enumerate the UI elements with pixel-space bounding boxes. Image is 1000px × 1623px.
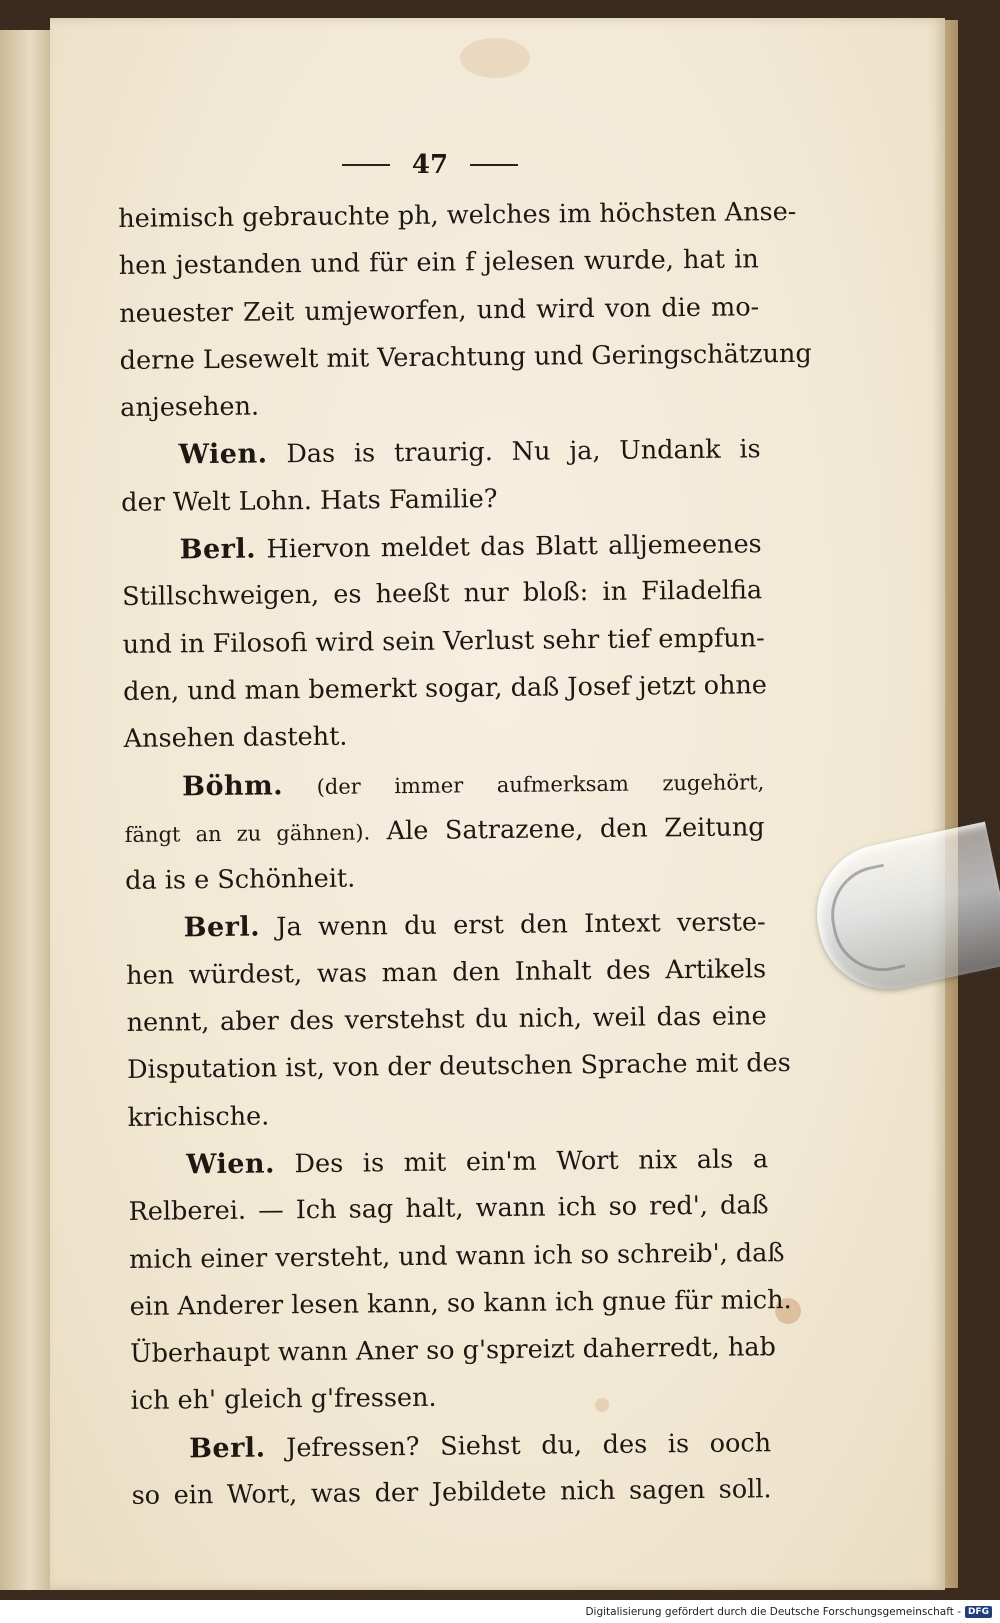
line-text: Des is mit ein'm Wort nix als a [274,1144,769,1180]
speaker-name: Wien. [178,438,268,471]
line-text: Hiervon meldet das Blatt alljemeenes [255,529,762,565]
text-line [118,189,797,243]
footer-bar [0,1600,1000,1623]
text-line [124,804,764,858]
text-line [120,378,760,432]
text-line [119,284,759,338]
line-text: Ansehen dasteht. [123,721,348,755]
stain-spot [460,38,530,78]
magnifier-rim [822,864,906,981]
header-dash-left [342,164,390,166]
text-line [120,426,760,480]
header-dash-right [470,164,518,166]
text-line [129,1324,777,1378]
speaker-name: Berl. [179,533,257,566]
speaker-name: Wien. [185,1148,276,1181]
line-text: Disputation ist, von der deutschen Sprache mit des [126,1048,791,1086]
line-text: ich eh' gleich g'fressen. [130,1383,437,1417]
text-line [121,520,761,574]
line-text: hen jestanden und für ein f jelesen wurde, hat in [118,244,759,282]
text-line [126,993,766,1047]
line-text: derne Lesewelt mit Verachtung und Geringschätzung [119,338,812,376]
text-line [122,568,762,622]
text-line [123,710,763,764]
body-text [118,189,812,1520]
dfg-logo: DFG [965,1606,992,1618]
text-line [128,1135,768,1189]
text-line [128,1230,785,1284]
line-text: und in Filosofi wird sein Verlust sehr tief empfun- [122,622,765,660]
text-line [125,851,765,905]
line-text: ein Anderer lesen kann, so kann ich gnue für mich. [129,1284,792,1322]
line-text: neuester Zeit umjeworfen, und wird von die mo- [119,291,760,329]
text-line [118,237,758,291]
line-text: heimisch gebrauchte ph, welches im höchsten Anse- [118,196,797,234]
line-text: der Welt Lohn. Hats Familie? [121,483,498,518]
text-line [126,1041,791,1095]
line-text: Stillschweigen, es heeßt nur bloß: in Filadelfia [122,575,763,613]
line-text: anjesehen. [120,391,260,424]
speaker-name: Berl. [183,912,261,944]
text-line [121,473,761,527]
text-line [125,899,765,953]
text-line [122,615,765,669]
text-line [123,662,768,716]
line-text: Relberei. — Ich sag halt, wann ich so red', daß [128,1190,769,1228]
footer-credit: Digitalisierung gefördert durch die Deutsche Forschungsgemeinschaft - [585,1605,961,1618]
text-line [126,946,766,1000]
facing-page-edge [0,30,50,1590]
text-line [119,331,812,385]
stage-direction: fängt an zu gähnen). [124,820,371,847]
line-text: Ale Satrazene, den Zeitung [370,812,765,847]
line-text: Das is traurig. Nu ja, Undank is [267,434,761,470]
line-text: Jefressen? Siehst du, des is ooch [265,1427,772,1464]
line-text: nennt, aber des verstehst du nich, weil das eine [126,1001,767,1039]
text-line [127,1088,767,1142]
text-line [131,1466,771,1520]
line-text: hen würdest, was man den Inhalt des Artikels [126,954,767,991]
text-line [128,1182,768,1236]
speaker-name: Böhm. [182,769,284,802]
line-text: Überhaupt wann Aner so g'spreizt daherredt, hab [129,1332,777,1370]
page-header [330,150,530,180]
speaker-name: Berl. [188,1432,266,1465]
text-line [130,1372,770,1426]
line-text: Ja wenn du erst den Intext verste- [259,907,766,944]
stage-direction: (der immer aufmerksam zugehört, [283,769,765,799]
line-text: krichische. [127,1101,270,1133]
line-text: so ein Wort, was der Jebildete nich sagen soll. [131,1474,772,1511]
line-text: den, und man bemerkt sogar, daß Josef jetzt ohne [123,670,768,707]
page-number: 47 [411,150,449,180]
text-line [124,757,764,811]
text-line [131,1419,771,1473]
line-text: da is e Schönheit. [125,863,356,897]
line-text: mich einer versteht, und wann ich so schreib', daß [128,1237,785,1275]
text-line [129,1277,792,1331]
